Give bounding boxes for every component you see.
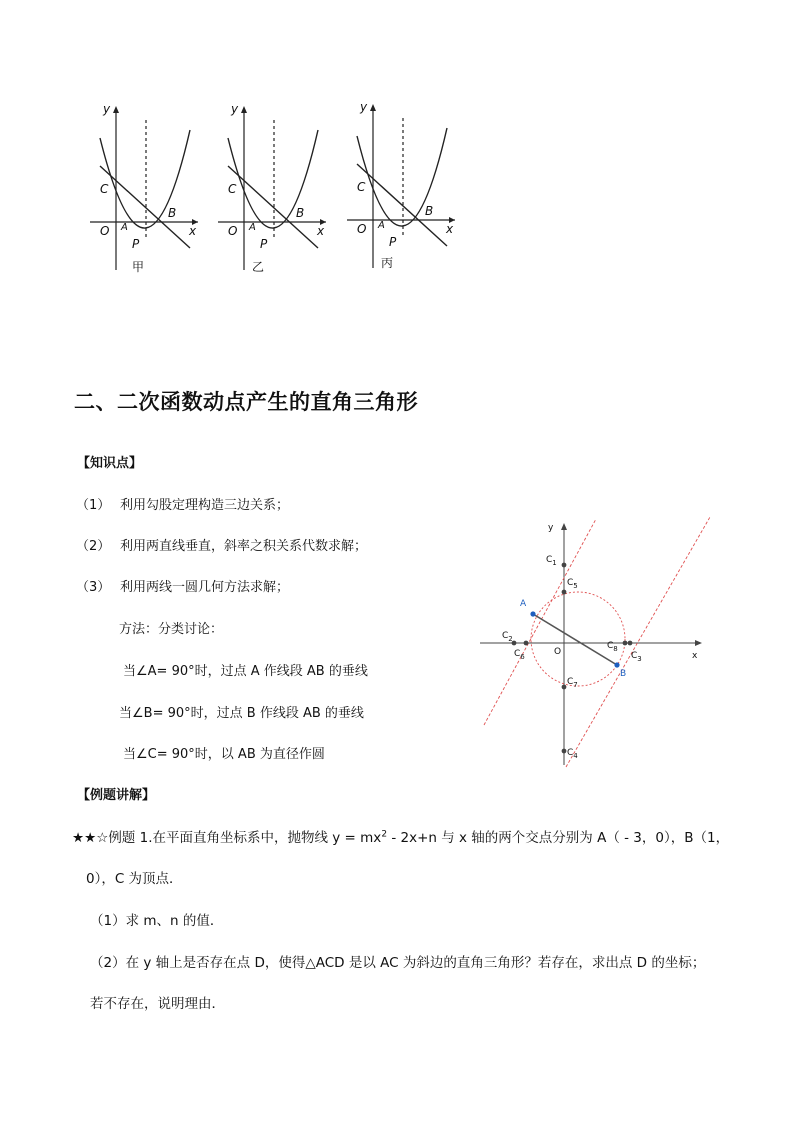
origin-label: O (100, 224, 110, 238)
question-2-cont: 若不存在，说明理由． (90, 996, 225, 1012)
diagram-c5: $C_5$ (567, 578, 578, 590)
diagram-c7: $C_7$ (567, 677, 578, 689)
point-c-label: C (228, 182, 237, 196)
knowledge-item (76, 576, 289, 595)
point-p-label: P (132, 237, 140, 251)
diagram-c3: $C_3$ (631, 651, 642, 663)
point-c-label: C (357, 180, 366, 194)
graph-bing (343, 98, 463, 278)
case-c: 当∠C= 90°时，以 AB 为直径作圆 (123, 747, 325, 762)
point-c-label: C (100, 182, 109, 196)
point-b-label: B (168, 206, 177, 220)
graph-yi (214, 100, 334, 280)
example-intro (72, 826, 729, 846)
diagram-c6: $C_6$ (514, 649, 525, 661)
item-text: 利用两线一圆几何方法求解； (120, 580, 290, 595)
diagram-point-b: B (620, 669, 627, 679)
graph-caption: 甲 (132, 260, 145, 274)
example-tag: 【例题讲解】 (77, 788, 156, 803)
method-title: 方法：分类讨论： (119, 622, 224, 637)
knowledge-tag: 【知识点】 (77, 456, 143, 471)
diagram-y-label: y (548, 523, 554, 533)
section-title: 二、二次函数动点产生的直角三角形 (74, 390, 418, 414)
case-a: 当∠A= 90°时，过点 A 作线段 AB 的垂线 (123, 664, 368, 679)
y-axis-label: y (360, 100, 368, 114)
right-triangle-diagram (478, 515, 714, 773)
point-a-label: A (249, 222, 256, 233)
diagram-point-a: A (520, 599, 527, 609)
item-number: （1） (76, 498, 111, 513)
x-axis-label: x (317, 224, 325, 238)
item-text: 利用勾股定理构造三边关系； (120, 498, 290, 513)
point-a-label: A (378, 220, 385, 231)
item-number: （2） (76, 539, 111, 554)
point-a-label: A (121, 222, 128, 233)
difficulty-stars: ★★☆ (72, 830, 109, 846)
exponent: 2 (381, 829, 388, 840)
diagram-origin-label: O (554, 647, 562, 657)
diagram-c4: $C_4$ (567, 748, 578, 760)
diagram-c8: $C_8$ (607, 641, 618, 653)
graph-caption: 乙 (252, 260, 265, 274)
question-2: （2）在 y 轴上是否存在点 D，使得△ACD 是以 AC 为斜边的直角三角形？若存在，求出点 D 的坐标； (90, 955, 706, 971)
point-b-label: B (296, 206, 305, 220)
graph-caption: 丙 (381, 256, 394, 270)
graph-jia (86, 100, 206, 280)
origin-label: O (357, 222, 367, 236)
diagram-c1: $C_1$ (546, 555, 557, 567)
example-intro-text: 例题 1.在平面直角坐标系中，抛物线 y = mx (108, 830, 382, 846)
diagram-c2: $C_2$ (502, 631, 513, 643)
knowledge-item (76, 494, 289, 513)
point-p-label: P (389, 235, 397, 249)
example-intro-cont: 0），C 为顶点． (86, 871, 183, 887)
diagram-x-label: x (692, 651, 698, 661)
example-intro-rest: - 2x+n 与 x 轴的两个交点分别为 A（ - 3，0），B（1， (387, 830, 730, 846)
point-b-label: B (425, 204, 434, 218)
case-b: 当∠B= 90°时，过点 B 作线段 AB 的垂线 (119, 706, 364, 721)
item-number: （3） (76, 580, 111, 595)
origin-label: O (228, 224, 238, 238)
knowledge-item (76, 535, 367, 554)
y-axis-label: y (231, 102, 239, 116)
x-axis-label: x (446, 222, 454, 236)
point-p-label: P (260, 237, 268, 251)
question-1: （1）求 m、n 的值． (90, 913, 224, 929)
y-axis-label: y (103, 102, 111, 116)
item-text: 利用两直线垂直，斜率之积关系代数求解； (120, 539, 368, 554)
x-axis-label: x (189, 224, 197, 238)
